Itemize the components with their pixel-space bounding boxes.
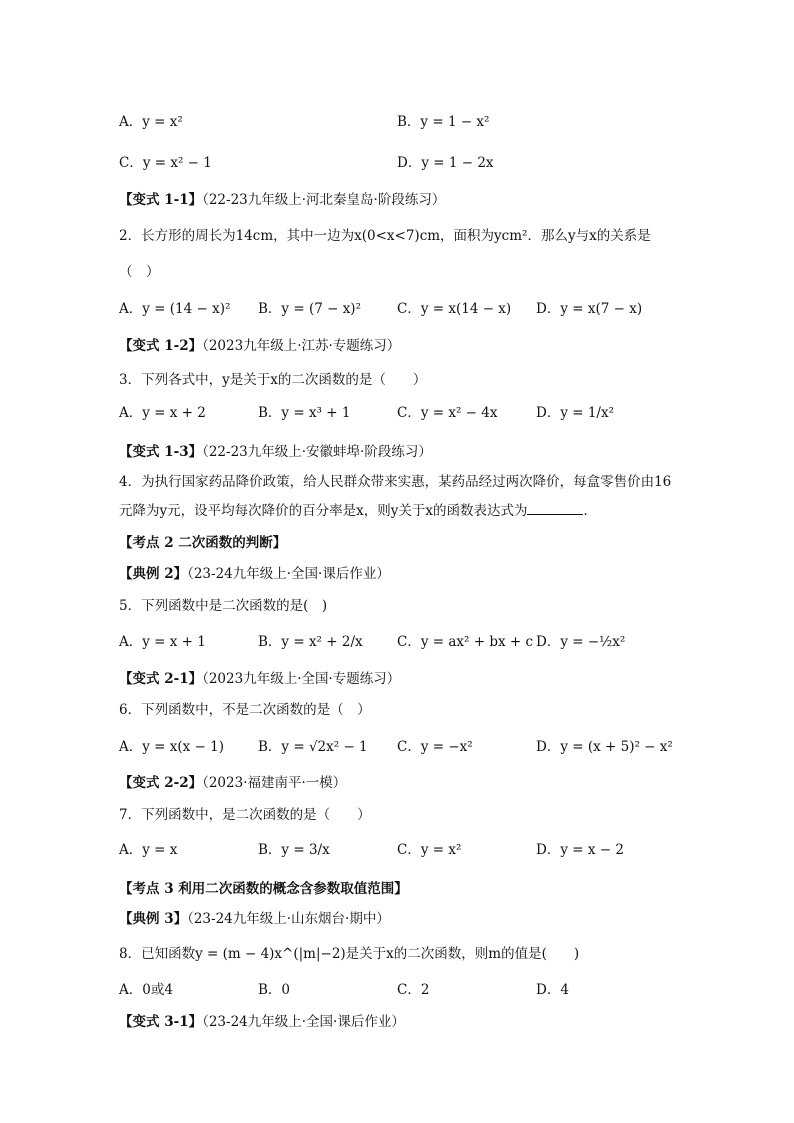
q1-option-d: D．y = 1 − 2x xyxy=(397,155,494,171)
q1-option-b: B．y = 1 − x² xyxy=(397,114,490,130)
variant-source: （22-23九年级上·安徽蚌埠·阶段练习） xyxy=(202,444,432,460)
variant-2-2-heading xyxy=(119,771,346,791)
variant-tag: 【变式 2-2】 xyxy=(119,775,203,791)
variant-source: （2023九年级上·江苏·专题练习） xyxy=(202,338,401,354)
q5-option-a: A．y = x + 1 xyxy=(119,634,206,650)
q6-option-a: A．y = x(x − 1) xyxy=(119,739,225,755)
variant-1-2-heading xyxy=(119,334,400,354)
q3-option-c: C．y = x² − 4x xyxy=(397,405,498,421)
q7-option-a: A．y = x xyxy=(119,842,178,858)
variant-tag: 【变式 1-1】 xyxy=(119,192,203,208)
variant-tag: 【变式 3-1】 xyxy=(119,1014,203,1030)
example-tag: 【典例 2】 xyxy=(119,566,188,582)
question-4-line-1: 4．为执行国家药品降价政策，给人民群众带来实惠，某药品经过两次降价，每盒零售价由16 xyxy=(119,474,672,490)
q5-option-b: B．y = x² + 2/x xyxy=(258,634,363,650)
variant-tag: 【变式 1-3】 xyxy=(119,444,203,460)
example-3-heading xyxy=(119,907,390,927)
q3-option-a: A．y = x + 2 xyxy=(119,405,206,421)
q3-option-b: B．y = x³ + 1 xyxy=(258,405,351,421)
q5-option-c: C．y = ax² + bx + c xyxy=(397,634,534,650)
q6-option-c: C．y = −x² xyxy=(397,739,473,755)
q1-option-c: C．y = x² − 1 xyxy=(119,155,212,171)
q1-option-a: A．y = x² xyxy=(119,114,183,130)
question-2-paren: （ ） xyxy=(119,264,160,280)
q7-option-c: C．y = x² xyxy=(397,842,462,858)
question-4-line-2 xyxy=(119,499,597,519)
question-2-text: 2．长方形的周长为14cm，其中一边为x(0<x<7)cm，面积为ycm²．那么y与x的关系是 xyxy=(119,228,651,244)
question-7-text: 7．下列函数中，是二次函数的是（ ） xyxy=(119,807,371,823)
q8-option-d: D．4 xyxy=(536,982,569,998)
question-5-text: 5．下列函数中是二次函数的是( ) xyxy=(119,598,328,614)
question-8-text: 8．已知函数y = (m − 4)x^(|m|−2)是关于x的二次函数，则m的值是( ) xyxy=(119,946,580,962)
variant-source: （23-24九年级上·全国·课后作业） xyxy=(202,1014,405,1030)
variant-tag: 【变式 2-1】 xyxy=(119,671,203,687)
variant-source: （2023九年级上·全国·专题练习） xyxy=(202,671,401,687)
q8-option-c: C．2 xyxy=(397,982,430,998)
q3-option-d: D．y = 1/x² xyxy=(536,405,615,421)
example-2-heading xyxy=(119,562,390,582)
q2-option-d: D．y = x(7 − x) xyxy=(536,301,643,317)
variant-1-3-heading xyxy=(119,440,432,460)
question-3-text: 3．下列各式中，y是关于x的二次函数的是（ ） xyxy=(119,372,427,388)
q8-option-b: B．0 xyxy=(258,982,291,998)
q2-option-c: C．y = x(14 − x) xyxy=(397,301,512,317)
variant-1-1-heading xyxy=(119,188,445,208)
q7-option-b: B．y = 3/x xyxy=(258,842,330,858)
q6-option-b: B．y = √2x² − 1 xyxy=(258,739,368,755)
q7-option-d: D．y = x − 2 xyxy=(536,842,624,858)
example-source: （23-24九年级上·全国·课后作业） xyxy=(187,566,390,582)
question-4-end: ． xyxy=(583,503,597,519)
key-point-3-title: 【考点 3 利用二次函数的概念含参数取值范围】 xyxy=(119,881,408,897)
key-point-2-title: 【考点 2 二次函数的判断】 xyxy=(119,535,287,551)
q2-option-a: A．y = (14 − x)² xyxy=(119,301,231,317)
variant-source: （2023·福建南平·一模） xyxy=(202,775,347,791)
variant-3-1-heading xyxy=(119,1010,405,1030)
q6-option-d: D．y = (x + 5)² − x² xyxy=(536,739,673,755)
example-source: （23-24九年级上·山东烟台·期中） xyxy=(187,911,390,927)
question-6-text: 6．下列函数中，不是二次函数的是（ ） xyxy=(119,702,371,718)
example-tag: 【典例 3】 xyxy=(119,911,188,927)
q2-option-b: B．y = (7 − x)² xyxy=(258,301,361,317)
variant-tag: 【变式 1-2】 xyxy=(119,338,203,354)
variant-source: （22-23九年级上·河北秦皇岛·阶段练习） xyxy=(202,192,446,208)
q5-option-d: D．y = −½x² xyxy=(536,634,626,650)
answer-blank xyxy=(527,502,583,515)
q8-option-a: A．0或4 xyxy=(119,982,173,998)
variant-2-1-heading xyxy=(119,667,400,687)
question-4-line-2-text: 元降为y元，设平均每次降价的百分率是x，则y关于x的函数表达式为 xyxy=(119,503,528,519)
